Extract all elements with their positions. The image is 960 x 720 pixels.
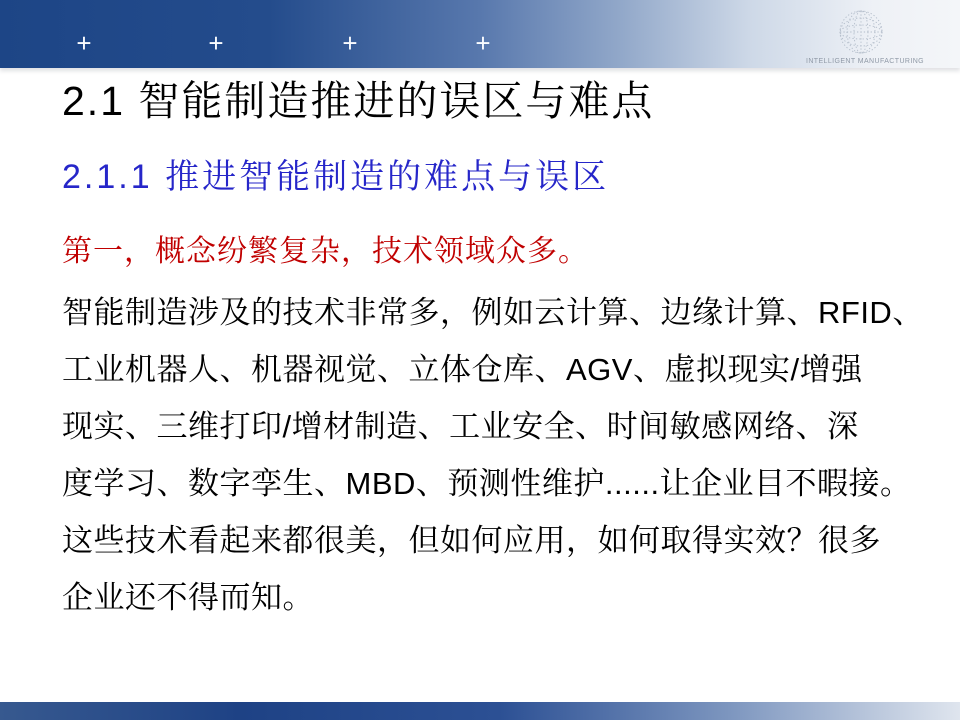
body-line: 度学习、数字孪生、MBD、预测性维护......让企业目不暇接。 bbox=[62, 466, 912, 501]
body-line: 工业机器人、机器视觉、立体仓库、AGV、虚拟现实/增强 bbox=[62, 352, 863, 387]
body-line: 智能制造涉及的技术非常多，例如云计算、边缘计算、RFID、 bbox=[62, 295, 924, 330]
slide-subtitle: 2.1.1 推进智能制造的难点与误区 bbox=[62, 158, 610, 196]
plus-icon: + bbox=[76, 28, 92, 58]
company-logo bbox=[806, 8, 924, 65]
plus-icon: + bbox=[475, 28, 491, 58]
plus-icon: + bbox=[342, 28, 358, 58]
body-paragraph bbox=[62, 284, 922, 626]
body-line: 这些技术看起来都很美，但如何应用，如何取得实效？很多 bbox=[62, 523, 881, 558]
body-line: 企业还不得而知。 bbox=[62, 580, 314, 615]
body-line: 现实、三维打印/增材制造、工业安全、时间敏感网络、深 bbox=[62, 409, 859, 444]
slide-title: 2.1 智能制造推进的误区与难点 bbox=[62, 78, 655, 124]
plus-icon: + bbox=[208, 28, 224, 58]
emphasis-line: 第一，概念纷繁复杂，技术领域众多。 bbox=[62, 235, 589, 268]
bottom-banner bbox=[0, 702, 960, 720]
top-banner bbox=[0, 0, 960, 68]
globe-wireframe-icon bbox=[806, 8, 916, 56]
logo-caption: INTELLIGENT MANUFACTURING bbox=[806, 58, 924, 65]
